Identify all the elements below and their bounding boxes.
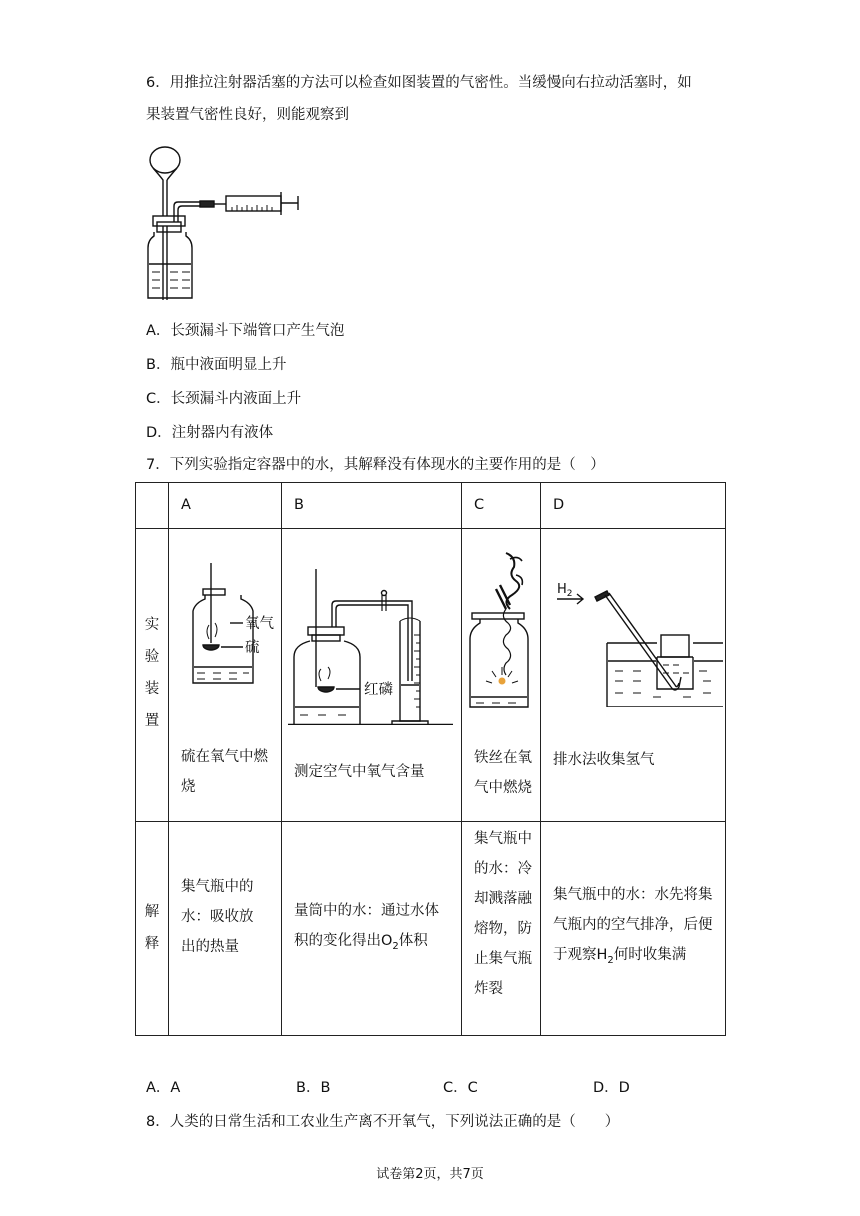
label-oxygen: 氧气 xyxy=(245,616,274,632)
q7-experiment-d: 排水法收集氢气 xyxy=(553,752,655,768)
q7-cell-c-apparatus xyxy=(462,529,541,822)
q7-answer-a[interactable]: A．A xyxy=(146,1080,181,1096)
q7-header-c: C xyxy=(462,483,541,529)
label-h2: $H_2$ xyxy=(557,582,573,599)
q7-explanation-c: 集气瓶中的水：冷却溅落融熔物，防止集气瓶炸裂 xyxy=(474,831,532,997)
q8-stem: 8．人类的日常生活和工农业生产离不开氧气，下列说法正确的是（ ） xyxy=(146,1114,620,1130)
q6-option-c[interactable]: C．长颈漏斗内液面上升 xyxy=(146,391,302,407)
q7-answer-d[interactable]: D．D xyxy=(593,1080,630,1096)
q7-cell-d-apparatus xyxy=(541,529,726,822)
q7-experiment-c: 铁丝在氧气中燃烧 xyxy=(474,750,532,796)
q7-table xyxy=(135,482,726,1036)
q7-answer-b[interactable]: B．B xyxy=(296,1080,331,1096)
q7-explanation-d: 集气瓶中的水：水先将集气瓶内的空气排净，后便于观察$H_2$何时收集满 xyxy=(553,887,713,966)
page-footer: 试卷第2页，共7页 xyxy=(376,1167,484,1182)
spark-glow xyxy=(499,678,506,685)
q7-cell-b-explanation xyxy=(282,822,462,1036)
q6-option-b[interactable]: B．瓶中液面明显上升 xyxy=(146,357,287,373)
q7-row-label-explanation: 解 释 xyxy=(136,822,169,1036)
q7-experiment-a: 硫在氧气中燃烧 xyxy=(181,749,268,795)
q6-stem-line2: 果装置气密性良好，则能观察到 xyxy=(146,107,349,123)
q7-cell-d-explanation xyxy=(541,822,726,1036)
iron-wire-combustion-figure xyxy=(466,549,538,709)
q6-option-d[interactable]: D．注射器内有液体 xyxy=(146,425,274,441)
q7-cell-c-explanation xyxy=(462,822,541,1036)
sulfur-combustion-figure xyxy=(175,563,275,693)
q6-option-a[interactable]: A．长颈漏斗下端管口产生气泡 xyxy=(146,323,345,339)
q7-cell-b-apparatus xyxy=(282,529,462,822)
q6-stem-line1: 6．用推拉注射器活塞的方法可以检查如图装置的气密性。当缓慢向右拉动活塞时，如 xyxy=(146,75,692,91)
q7-header-d: D xyxy=(541,483,726,529)
q6-apparatus-figure xyxy=(140,140,310,305)
q7-cell-a-explanation xyxy=(169,822,282,1036)
label-sulfur: 硫 xyxy=(245,640,260,656)
q7-explanation-a: 集气瓶中的水：吸收放出的热量 xyxy=(181,879,254,955)
q7-header-a: A xyxy=(169,483,282,529)
q7-answer-c[interactable]: C．C xyxy=(443,1080,478,1096)
q7-header-empty xyxy=(136,483,169,529)
q7-stem: 7．下列实验指定容器中的水，其解释没有体现水的主要作用的是（ ） xyxy=(146,457,605,473)
q7-header-b: B xyxy=(282,483,462,529)
hydrogen-collection-figure xyxy=(553,577,723,707)
oxygen-content-figure xyxy=(288,565,453,725)
q7-cell-a-apparatus xyxy=(169,529,282,822)
q7-explanation-b: 量筒中的水：通过水体积的变化得出$O_2$体积 xyxy=(294,903,439,952)
q7-row-label-apparatus: 实 验 装 置 xyxy=(136,529,169,822)
label-red-phosphorus: 红磷 xyxy=(364,682,393,698)
q7-experiment-b: 测定空气中氧气含量 xyxy=(294,764,425,780)
